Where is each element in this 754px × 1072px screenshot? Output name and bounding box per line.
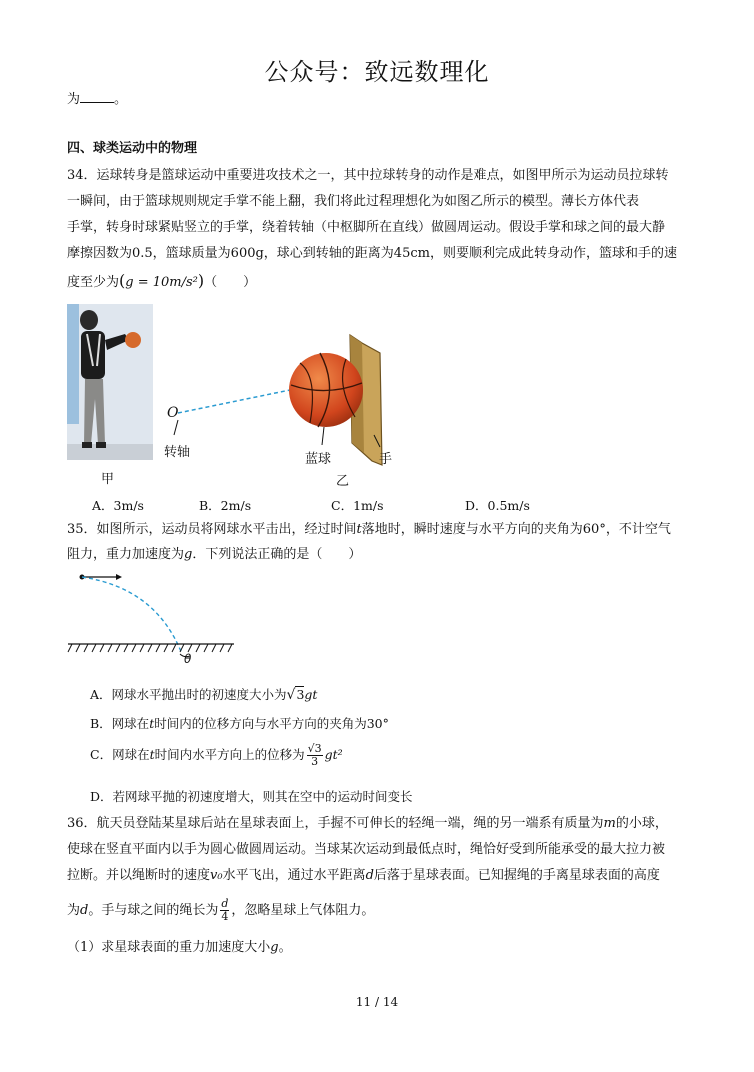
q35-optC-t: t xyxy=(149,747,155,762)
section-title: 四、球类运动中的物理 xyxy=(67,141,198,156)
q35-optB-b: 时间内的位移方向与水平方向的夹角为30° xyxy=(154,716,389,731)
answer-blank[interactable] xyxy=(80,90,114,103)
q36-line1-a: 36．航天员登陆某星球后站在星球表面上，手握不可伸长的轻绳一端，绳的另一端系有质量为 xyxy=(67,816,604,831)
q35-line1 xyxy=(67,520,671,540)
q35-option-a[interactable]: A．网球水平抛出时的初速度大小为√3gt xyxy=(90,687,318,703)
q36-line4-d: d xyxy=(80,903,89,918)
q35-var-t: t xyxy=(356,522,362,537)
q35-optC-tail: gt² xyxy=(324,747,343,762)
q34-line4: 摩擦因数为0.5，篮球质量为600g，球心到转轴的距离为45cm，则要顺利完成此转身动作，篮球和手的速 xyxy=(67,246,677,261)
label-axis: 转轴 xyxy=(164,445,191,460)
q35-line1-b: 落地时，瞬时速度与水平方向的夹角为60°，不计空气 xyxy=(361,522,671,537)
q34-line5-prefix: 度至少为 xyxy=(67,275,120,290)
fig-label-yi: 乙 xyxy=(336,474,350,489)
q35-option-d[interactable]: D．若网球平抛的初速度增大，则其在空中的运动时间变长 xyxy=(90,789,413,804)
q36-line3 xyxy=(67,866,660,886)
q34-line3: 手掌，转身时球紧贴竖立的手掌，绕着转轴（中枢脚所在直线）做圆周运动。假设手掌和球之间的最大静 xyxy=(67,220,666,235)
theta-label: θ xyxy=(184,652,192,666)
prev-prefix: 为 xyxy=(67,92,81,107)
q36-sub1-b: 。 xyxy=(278,940,292,955)
frac-den: 4 xyxy=(221,910,229,923)
projectile-figure xyxy=(66,568,246,678)
prev-suffix: 。 xyxy=(114,92,128,107)
q34-formula: g = 10m/s² xyxy=(125,275,198,290)
q36-line3-c: 后落于星球表面。已知握绳的手离星球表面的高度 xyxy=(373,868,660,883)
q34-option-b[interactable]: B．2m/s xyxy=(199,498,252,513)
q36-line4 xyxy=(67,898,374,923)
q36-rope-fraction xyxy=(220,898,229,923)
q35-optB-a: B．网球在 xyxy=(90,716,150,731)
q35-line2-b: ．下列说法正确的是（ ） xyxy=(192,547,362,562)
q35-var-g: g xyxy=(184,547,193,562)
q35-optB-t: t xyxy=(149,716,155,731)
player-photo xyxy=(67,304,153,460)
ground-hatching xyxy=(68,644,232,652)
q36-line4-a: 为 xyxy=(67,903,81,918)
q35-line1-a: 35．如图所示，运动员将网球水平击出，经过时间 xyxy=(67,522,357,537)
q36-var-v0: v₀ xyxy=(210,868,223,883)
trajectory-curve xyxy=(82,577,182,654)
player-illustration xyxy=(67,304,153,460)
q34-line1: 34．运球转身是篮球运动中重要进攻技术之一，其中拉球转身的动作是难点，如图甲所示为运动员拉球转 xyxy=(67,168,669,183)
frac-num: d xyxy=(221,897,229,910)
q36-line1-b: 的小球， xyxy=(615,816,668,831)
q34-paren: （ ） xyxy=(204,275,257,290)
q35-optA-math: gt xyxy=(304,687,318,702)
q36-line1 xyxy=(67,814,668,834)
frac-den: 3 xyxy=(311,755,319,768)
radius-dashed-line xyxy=(178,390,290,413)
q36-sub1-g: g xyxy=(270,940,279,955)
q34-option-a[interactable]: A．3m/s xyxy=(92,498,144,513)
q35-line2 xyxy=(67,545,361,565)
q36-sub1-a: （1）求星球表面的重力加速度大小 xyxy=(67,940,271,955)
q36-line2: 使球在竖直平面内以手为圆心做圆周运动。当球某次运动到最低点时，绳恰好受到所能承受的最大拉力被 xyxy=(67,842,666,857)
q36-line4-c: ，忽略星球上气体阻力。 xyxy=(231,903,375,918)
q35-option-b[interactable] xyxy=(90,714,389,732)
q36-var-m: m xyxy=(603,816,616,831)
q34-option-d[interactable]: D．0.5m/s xyxy=(465,498,530,513)
page-number: 11 / 14 xyxy=(355,995,399,1009)
label-hand: 手 xyxy=(379,452,393,467)
q36-var-d: d xyxy=(365,868,374,883)
rotation-model-figure xyxy=(150,325,410,495)
q35-optC-fraction xyxy=(307,743,323,768)
q35-optA-text: A．网球水平抛出时的初速度大小为 xyxy=(90,687,287,702)
fig-label-jia: 甲 xyxy=(101,472,115,487)
q34-line5: 度至少为(g = 10m/s²)（ ） xyxy=(67,271,257,290)
axis-point-o: O xyxy=(167,405,179,421)
q36-line4-b: 。手与球之间的绳长为 xyxy=(88,903,219,918)
q36-line3-a: 拉断。并以绳断时的速度 xyxy=(67,868,211,883)
page-header: 公众号：致远数理化 xyxy=(264,58,490,86)
prev-question-tail xyxy=(67,90,127,110)
frac-num: √3 xyxy=(307,742,322,755)
q34-option-c[interactable]: C．1m/s xyxy=(331,498,384,513)
q35-optC-a: C．网球在 xyxy=(90,747,150,762)
q35-option-c[interactable] xyxy=(90,743,343,768)
q36-sub1 xyxy=(67,938,292,958)
label-ball: 蓝球 xyxy=(305,452,332,467)
q35-line2-a: 阻力，重力加速度为 xyxy=(67,547,185,562)
q34-line2: 一瞬间，由于篮球规则规定手掌不能上翻，我们将此过程理想化为如图乙所示的模型。薄长方体代表 xyxy=(67,194,640,209)
q35-optC-b: 时间内水平方向上的位移为 xyxy=(154,747,305,762)
q36-line3-b: 水平飞出，通过水平距离 xyxy=(222,868,366,883)
